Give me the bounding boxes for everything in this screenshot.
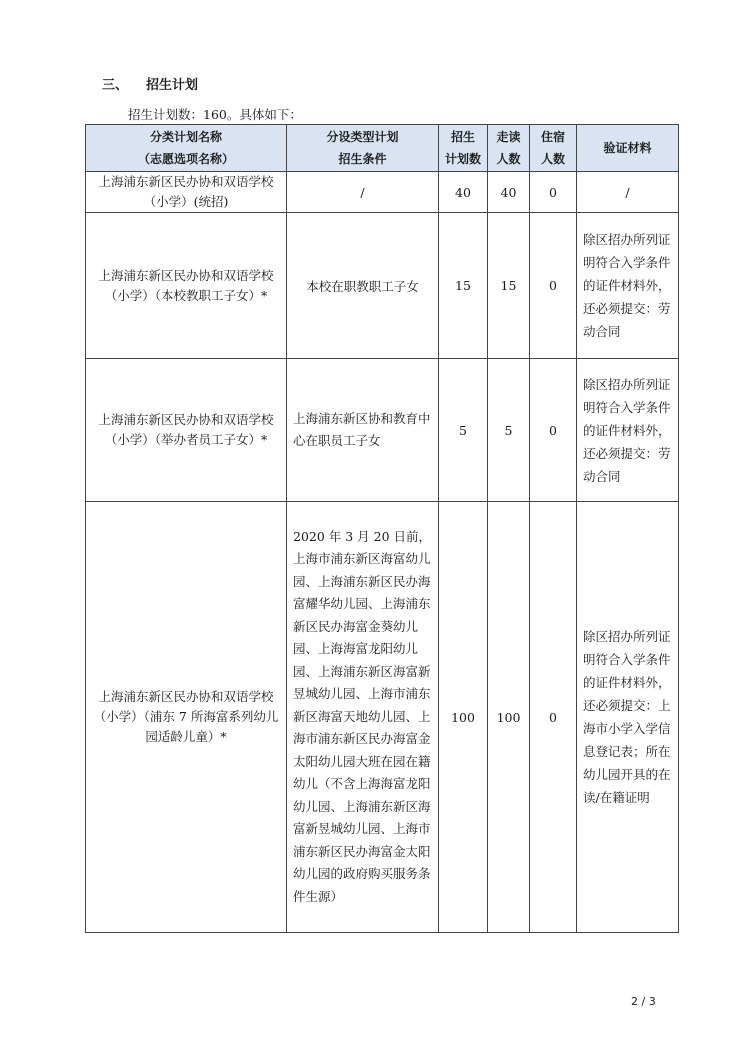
header-material: 验证材料: [577, 125, 679, 172]
table-row: [86, 502, 679, 933]
plan-name: 上海浦东新区民办协和双语学校（小学）（本校教职工子女）*: [86, 213, 287, 359]
plan-count: 5: [439, 359, 488, 502]
verification-material: 除区招办所列证明符合入学条件的证件材料外，还必须提交：劳动合同: [577, 213, 679, 359]
section-title: 招生计划: [146, 78, 199, 93]
page-number: 2 / 3: [631, 995, 656, 1008]
plan-count: 100: [439, 502, 488, 933]
plan-count: 40: [439, 172, 488, 213]
header-plan-name: 分类计划名称 （志愿选项名称）: [86, 125, 287, 172]
enrollment-plan-table: [85, 124, 679, 933]
plan-name: 上海浦东新区民办协和双语学校（小学）(统招): [86, 172, 287, 213]
verification-material: 除区招办所列证明符合入学条件的证件材料外，还必须提交：上海市小学入学信息登记表；所在幼儿园开具的在读/在籍证明: [577, 502, 679, 933]
header-day-count: 走读 人数: [488, 125, 530, 172]
day-count: 5: [488, 359, 530, 502]
table-row: [86, 213, 679, 359]
verification-material: 除区招办所列证明符合入学条件的证件材料外，还必须提交：劳动合同: [577, 359, 679, 502]
plan-condition: 2020 年 3 月 20 日前，上海市浦东新区海富幼儿园、上海浦东新区民办海富耀华幼儿园、上海浦东新区民办海富金葵幼儿园、上海海富龙阳幼儿园、上海浦东新区海富新昱城幼儿园、上海市浦东新区海富天地幼儿园、上海市浦东新区民办海富金太阳幼儿园大班在园在籍幼儿（不含上海海富龙阳幼儿园、上海浦东新区海富新昱城幼儿园、上海市浦东新区民办海富金太阳幼儿园的政府购买服务条件生源）: [287, 502, 439, 933]
plan-name: 上海浦东新区民办协和双语学校（小学）（浦东 7 所海富系列幼儿园适龄儿童）*: [86, 502, 287, 933]
boarding-count: 0: [530, 213, 577, 359]
header-plan-count: 招生 计划数: [439, 125, 488, 172]
day-count: 15: [488, 213, 530, 359]
verification-material: /: [577, 172, 679, 213]
section-number: 三、: [102, 78, 129, 93]
plan-condition: 上海浦东新区协和教育中心在职员工子女: [287, 359, 439, 502]
plan-condition: /: [287, 172, 439, 213]
table-row: [86, 359, 679, 502]
table-row: [86, 172, 679, 213]
header-boarding-count: 住宿 人数: [530, 125, 577, 172]
section-heading: [102, 74, 198, 93]
day-count: 40: [488, 172, 530, 213]
intro-text: 招生计划数：160。具体如下：: [128, 107, 302, 122]
boarding-count: 0: [530, 359, 577, 502]
plan-condition: 本校在职教职工子女: [287, 213, 439, 359]
plan-name: 上海浦东新区民办协和双语学校（小学）（举办者员工子女）*: [86, 359, 287, 502]
day-count: 100: [488, 502, 530, 933]
plan-count: 15: [439, 213, 488, 359]
table-header-row: [86, 125, 679, 172]
boarding-count: 0: [530, 502, 577, 933]
boarding-count: 0: [530, 172, 577, 213]
header-condition: 分设类型计划 招生条件: [287, 125, 439, 172]
